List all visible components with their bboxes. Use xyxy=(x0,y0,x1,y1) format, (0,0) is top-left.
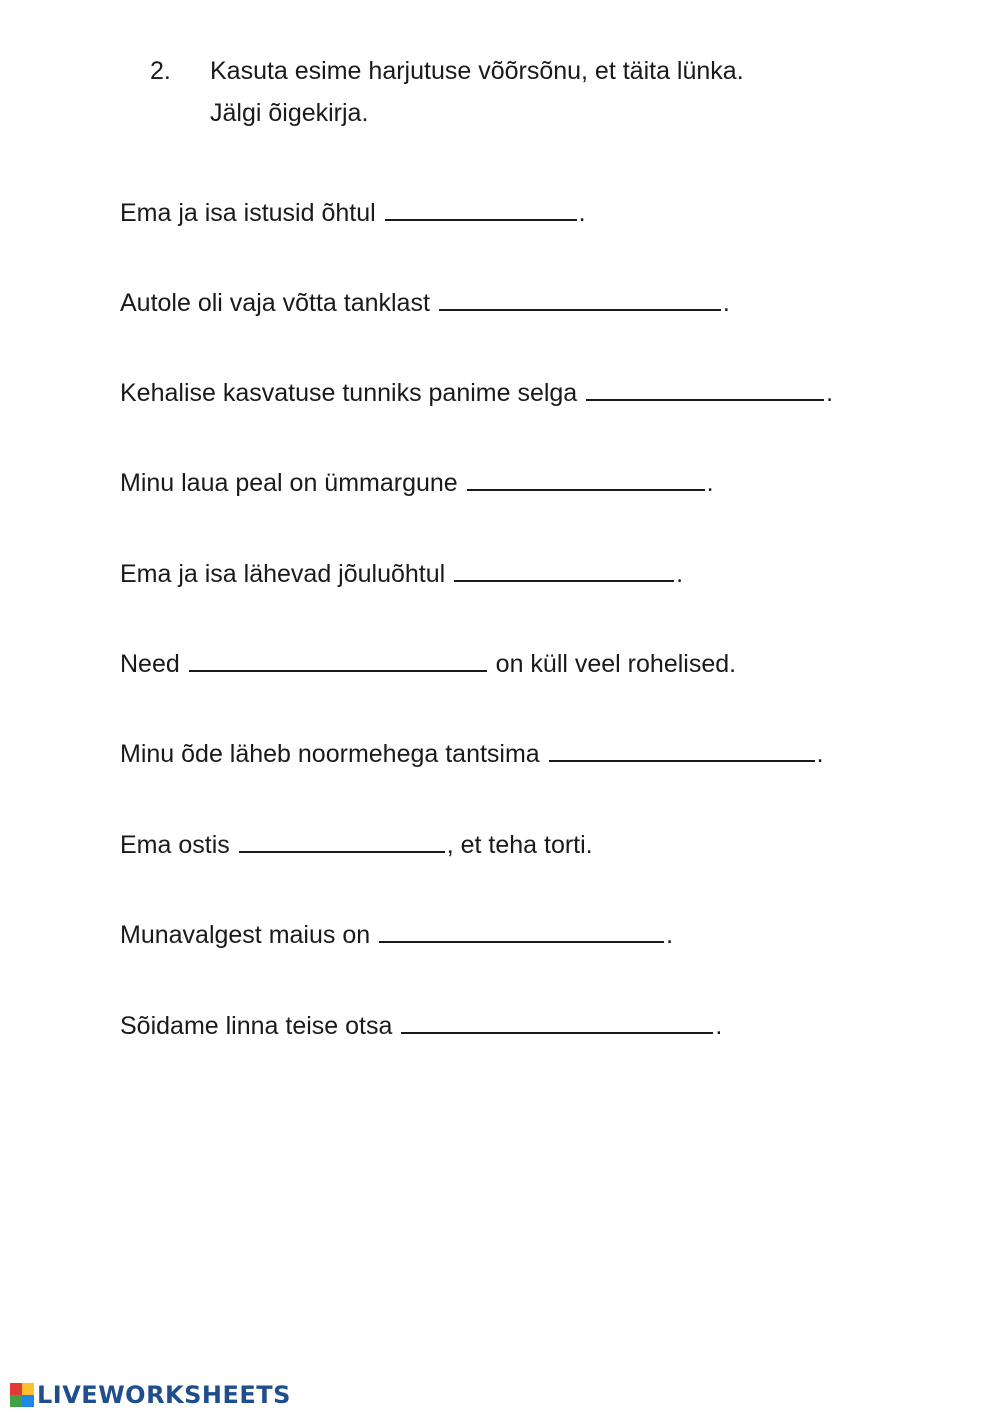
sentence-text-before: Minu laua peal on ümmargune xyxy=(120,469,465,497)
sentence-10 xyxy=(120,1008,722,1043)
sentence-text-after: on küll veel rohelised. xyxy=(488,650,737,678)
logo-block xyxy=(10,1395,22,1407)
sentence-text-after: . xyxy=(715,1012,723,1040)
sentence-text-after: . xyxy=(816,740,824,768)
logo-block xyxy=(22,1395,34,1407)
sentence-6 xyxy=(120,646,736,681)
answer-blank[interactable] xyxy=(239,827,445,853)
sentence-2 xyxy=(120,285,730,320)
instruction-line-2: Jälgi õigekirja. xyxy=(210,99,369,127)
sentence-text-after: . xyxy=(666,921,674,949)
sentence-text-before: Need xyxy=(120,650,187,678)
sentence-4 xyxy=(120,465,714,500)
sentence-text-after: . xyxy=(826,379,834,407)
instruction-line-1: Kasuta esime harjutuse võõrsõnu, et täita lünka. xyxy=(210,57,744,85)
sentence-text-after: . xyxy=(578,199,586,227)
logo-blocks-icon xyxy=(10,1383,34,1407)
sentence-1 xyxy=(120,195,586,230)
sentence-text-before: Munavalgest maius on xyxy=(120,921,378,949)
sentence-text-before: Sõidame linna teise otsa xyxy=(120,1012,400,1040)
sentence-text-before: Ema ja isa lähevad jõuluõhtul xyxy=(120,560,453,588)
sentence-9 xyxy=(120,917,673,952)
exercise-number: 2. xyxy=(150,57,171,85)
sentence-text-before: Autole oli vaja võtta tanklast xyxy=(120,289,437,317)
logo-block xyxy=(10,1383,22,1395)
sentence-text-before: Ema ostis xyxy=(120,831,237,859)
sentence-text-before: Kehalise kasvatuse tunniks panime selga xyxy=(120,379,585,407)
sentence-text-before: Minu õde läheb noormehega tantsima xyxy=(120,740,547,768)
sentence-text-after: . xyxy=(706,469,714,497)
sentence-8 xyxy=(120,827,593,862)
sentence-3 xyxy=(120,375,833,410)
answer-blank[interactable] xyxy=(385,195,577,221)
logo-text: LIVEWORKSHEETS xyxy=(37,1381,291,1409)
sentence-text-after: . xyxy=(722,289,730,317)
sentence-text-after: . xyxy=(676,560,684,588)
answer-blank[interactable] xyxy=(439,285,721,311)
sentence-text-after: , et teha torti. xyxy=(446,831,593,859)
answer-blank[interactable] xyxy=(586,375,824,401)
answer-blank[interactable] xyxy=(379,917,664,943)
answer-blank[interactable] xyxy=(189,646,487,672)
logo-block xyxy=(22,1383,34,1395)
sentence-5 xyxy=(120,556,683,591)
sentence-7 xyxy=(120,736,824,771)
answer-blank[interactable] xyxy=(401,1008,713,1034)
sentence-text-before: Ema ja isa istusid õhtul xyxy=(120,199,383,227)
answer-blank[interactable] xyxy=(467,465,705,491)
liveworksheets-logo xyxy=(10,1380,291,1410)
answer-blank[interactable] xyxy=(454,556,674,582)
answer-blank[interactable] xyxy=(549,736,815,762)
